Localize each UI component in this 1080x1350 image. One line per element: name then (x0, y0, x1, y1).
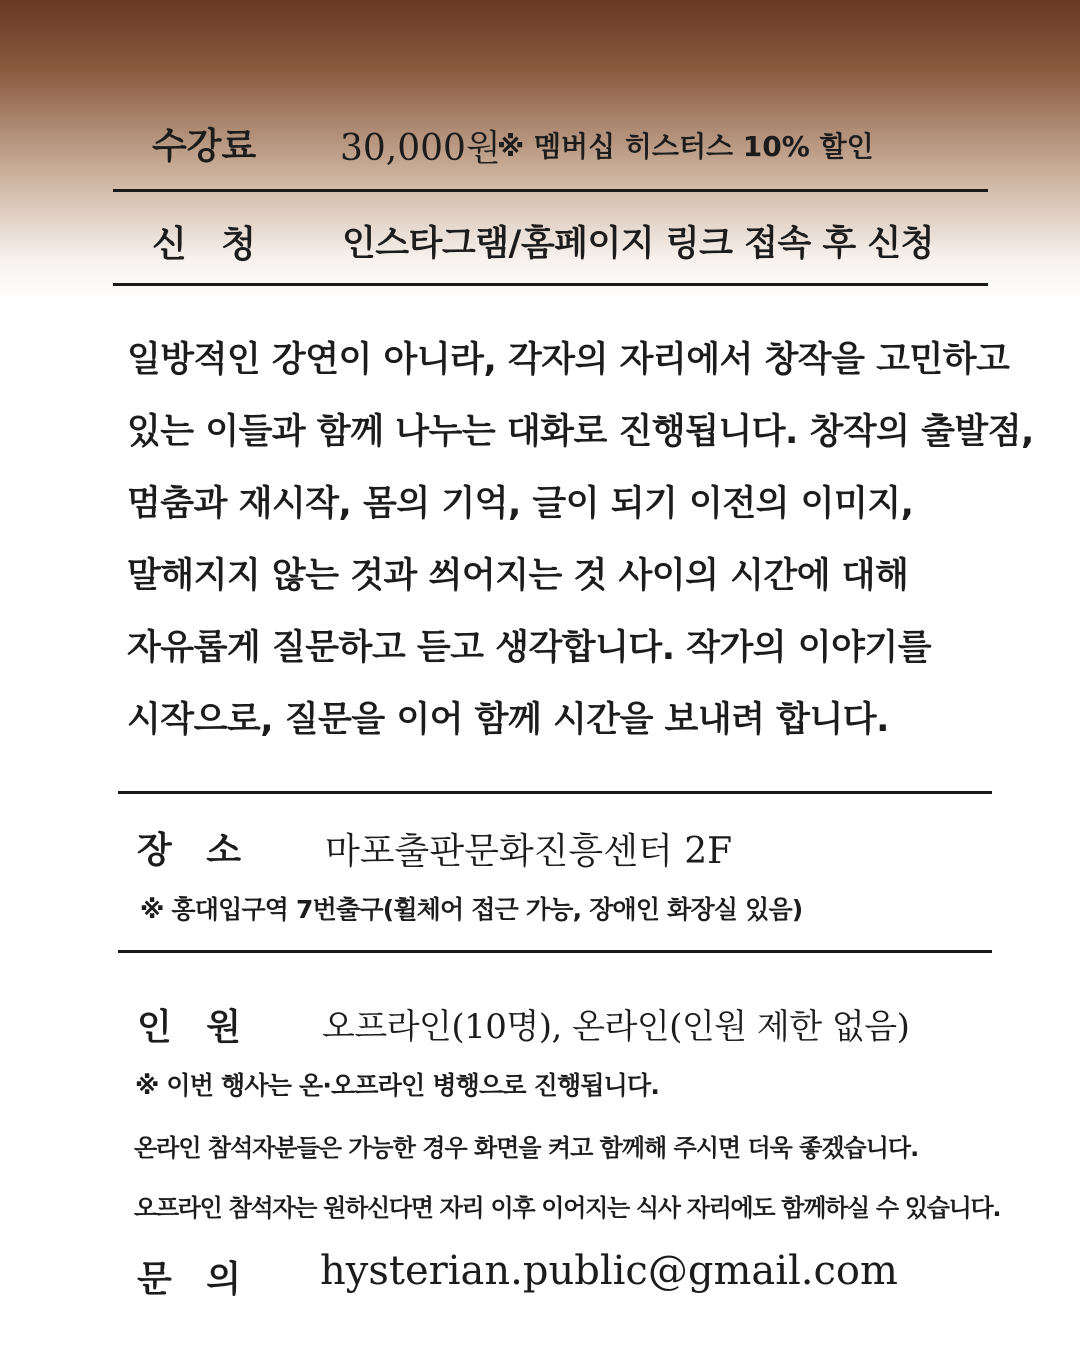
fee-label: 수강료 (152, 126, 257, 167)
fee-price: 30,000원 (340, 128, 501, 169)
apply-label: 신 청 (152, 224, 257, 265)
divider (113, 283, 988, 286)
description-line: 일방적인 강연이 아니라, 각자의 자리에서 창작을 고민하고 (127, 340, 1010, 380)
capacity-note: 오프라인 참석자는 원하신다면 자리 이후 이어지는 식사 자리에도 함께하실 수 있습니다. (134, 1194, 1001, 1222)
description-line: 멈춤과 재시작, 몸의 기억, 글이 되기 이전의 이미지, (127, 484, 914, 524)
description-line: 자유롭게 질문하고 듣고 생각합니다. 작가의 이야기를 (127, 628, 932, 668)
place-label: 장 소 (137, 830, 242, 871)
contact-label: 문 의 (137, 1259, 242, 1300)
description-line: 말해지지 않는 것과 씌어지는 것 사이의 시간에 대해 (127, 556, 909, 596)
capacity-note: ※ 이번 행사는 온·오프라인 병행으로 진행됩니다. (135, 1071, 660, 1100)
capacity-note: 온라인 참석자분들은 가능한 경우 화면을 켜고 함께해 주시면 더욱 좋겠습니다. (134, 1134, 919, 1162)
contact-email[interactable]: hysterian.public@gmail.com (320, 1248, 898, 1294)
description-line: 있는 이들과 함께 나누는 대화로 진행됩니다. 창작의 출발점, (127, 412, 1034, 452)
apply-value: 인스타그램/홈페이지 링크 접속 후 신청 (342, 224, 934, 264)
capacity-value: 오프라인(10명), 온라인(인원 제한 없음) (322, 1007, 910, 1047)
place-note: ※ 홍대입구역 7번출구(휠체어 접근 가능, 장애인 화장실 있음) (140, 895, 803, 924)
description-line: 시작으로, 질문을 이어 함께 시간을 보내려 합니다. (127, 700, 889, 740)
place-value: 마포출판문화진흥센터 2F (325, 831, 733, 872)
divider (113, 189, 988, 192)
fee-discount-note: ※ 멤버십 히스터스 10% 할인 (497, 130, 874, 163)
divider (118, 791, 992, 794)
capacity-label: 인 원 (137, 1007, 242, 1048)
divider (118, 950, 992, 953)
